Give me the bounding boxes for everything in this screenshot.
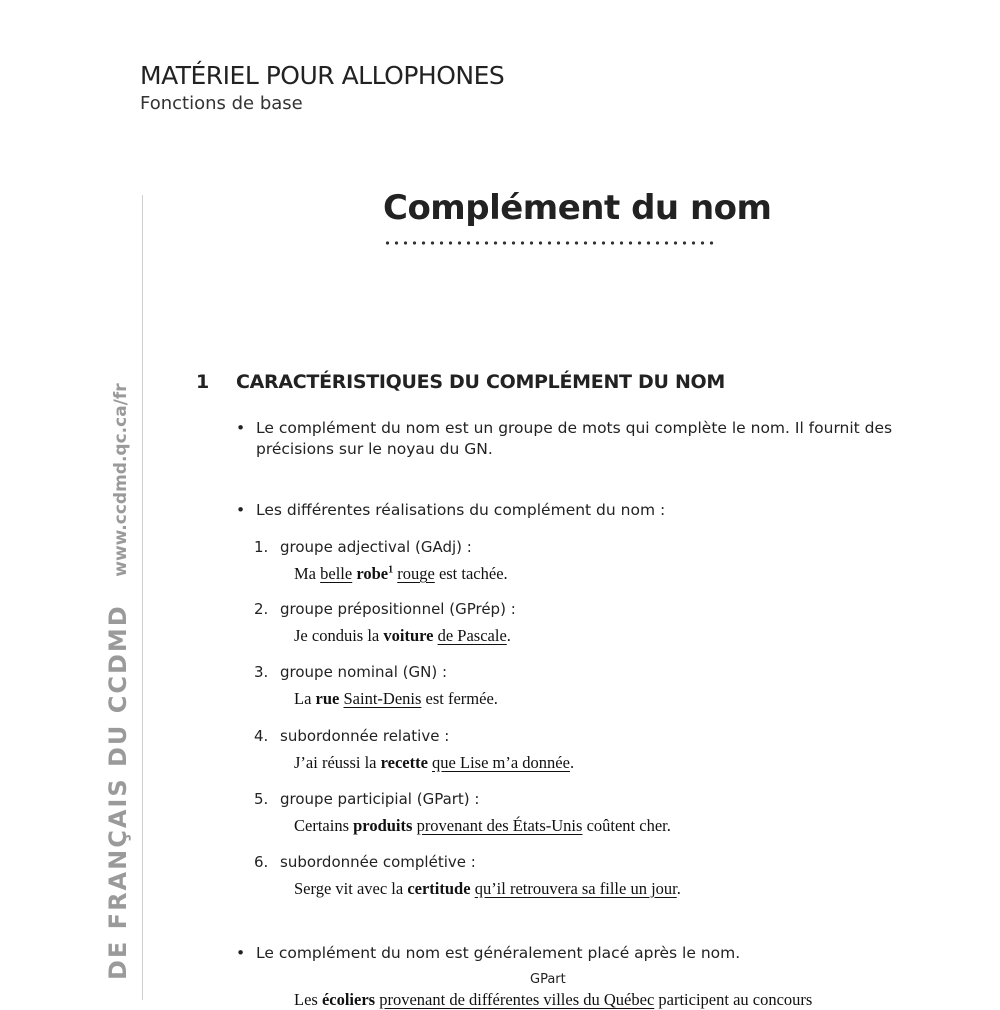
item-number: 6. — [254, 853, 269, 871]
footnote-marker: 1 — [388, 564, 394, 576]
page-title: Complément du nom — [383, 188, 772, 228]
complement-underlined: provenant des États-Unis — [416, 816, 583, 835]
list-item — [254, 663, 447, 681]
item-label: groupe participial (GPart) : — [280, 790, 480, 808]
item-number: 2. — [254, 600, 269, 618]
gpart-label: GPart — [530, 972, 566, 987]
complement-underlined: Saint-Denis — [343, 689, 422, 708]
item-label: subordonnée complétive : — [280, 853, 476, 871]
section-title: CARACTÉRISTIQUES DU COMPLÉMENT DU NOM — [236, 371, 726, 393]
complement-underlined: provenant de différentes villes du Québec — [379, 990, 655, 1009]
margin-rule — [142, 195, 143, 1000]
noun-bold: écoliers — [321, 990, 376, 1009]
item-number: 1. — [254, 538, 269, 556]
item-label: groupe prépositionnel (GPrép) : — [280, 600, 516, 618]
item-number: 3. — [254, 663, 269, 681]
noun-bold: voiture — [383, 626, 434, 645]
example-sentence: J’ai réussi la recette que Lise m’a donnée. — [294, 753, 575, 772]
example-sentence: La rue Saint-Denis est fermée. — [294, 689, 498, 708]
example-sentence: Serge vit avec la certitude qu’il retrouvera sa fille un jour. — [294, 879, 681, 898]
list-item — [254, 538, 472, 556]
section-heading — [196, 371, 725, 393]
title-dotted-underline — [383, 240, 717, 246]
list-item — [254, 790, 479, 808]
example-sentence-cutoff: Les écoliers provenant de différentes villes du Québec participent au concours — [294, 990, 813, 1009]
sidebar-vertical-text — [104, 383, 132, 1000]
list-item — [254, 600, 516, 618]
list-item — [254, 727, 449, 745]
example-sentence: Ma belle robe$^1$ rouge est tachée. — [294, 564, 508, 583]
noun-bold: rue — [315, 689, 340, 708]
example-sentence: Certains produits provenant des États-Unis coûtent cher. — [294, 816, 671, 835]
complement-underlined: belle — [320, 564, 353, 583]
item-number: 5. — [254, 790, 269, 808]
example-sentence: Je conduis la voiture de Pascale. — [294, 626, 511, 645]
item-label: groupe nominal (GN) : — [280, 663, 448, 681]
complement-underlined: de Pascale — [437, 626, 507, 645]
complement-underlined: rouge — [397, 564, 435, 583]
bullet-definition — [236, 418, 906, 460]
bullet-text: Le complément du nom est un groupe de mots qui complète le nom. Il fournit des précisions sur le noyau du GN. — [256, 419, 893, 458]
item-number: 4. — [254, 727, 269, 745]
complement-underlined: qu’il retrouvera sa fille un jour — [474, 879, 677, 898]
noun-bold: robe — [356, 564, 389, 583]
bullet-icon: • — [236, 944, 246, 962]
sidebar-url: www.ccdmd.qc.ca/fr — [111, 383, 131, 577]
item-label: subordonnée relative : — [280, 727, 450, 745]
header-subtitle: Fonctions de base — [140, 93, 303, 114]
sidebar-brand: DE FRANÇAIS DU CCDMD — [104, 604, 132, 980]
noun-bold: certitude — [407, 879, 471, 898]
complement-underlined: que Lise m’a donnée — [432, 753, 570, 772]
noun-bold: recette — [380, 753, 428, 772]
bullet-text: Les différentes réalisations du complément du nom : — [256, 501, 666, 519]
bullet-text: Le complément du nom est généralement placé après le nom. — [256, 944, 741, 962]
bullet-icon: • — [236, 501, 246, 519]
bullet-icon: • — [236, 419, 246, 437]
bullet-realisations — [236, 500, 906, 521]
header-title: MATÉRIEL POUR ALLOPHONES — [140, 61, 505, 90]
item-label: groupe adjectival (GAdj) : — [280, 538, 472, 556]
list-item — [254, 853, 476, 871]
document-header — [140, 60, 504, 114]
noun-bold: produits — [353, 816, 413, 835]
section-number: 1 — [196, 371, 209, 393]
bullet-placement — [236, 943, 906, 964]
